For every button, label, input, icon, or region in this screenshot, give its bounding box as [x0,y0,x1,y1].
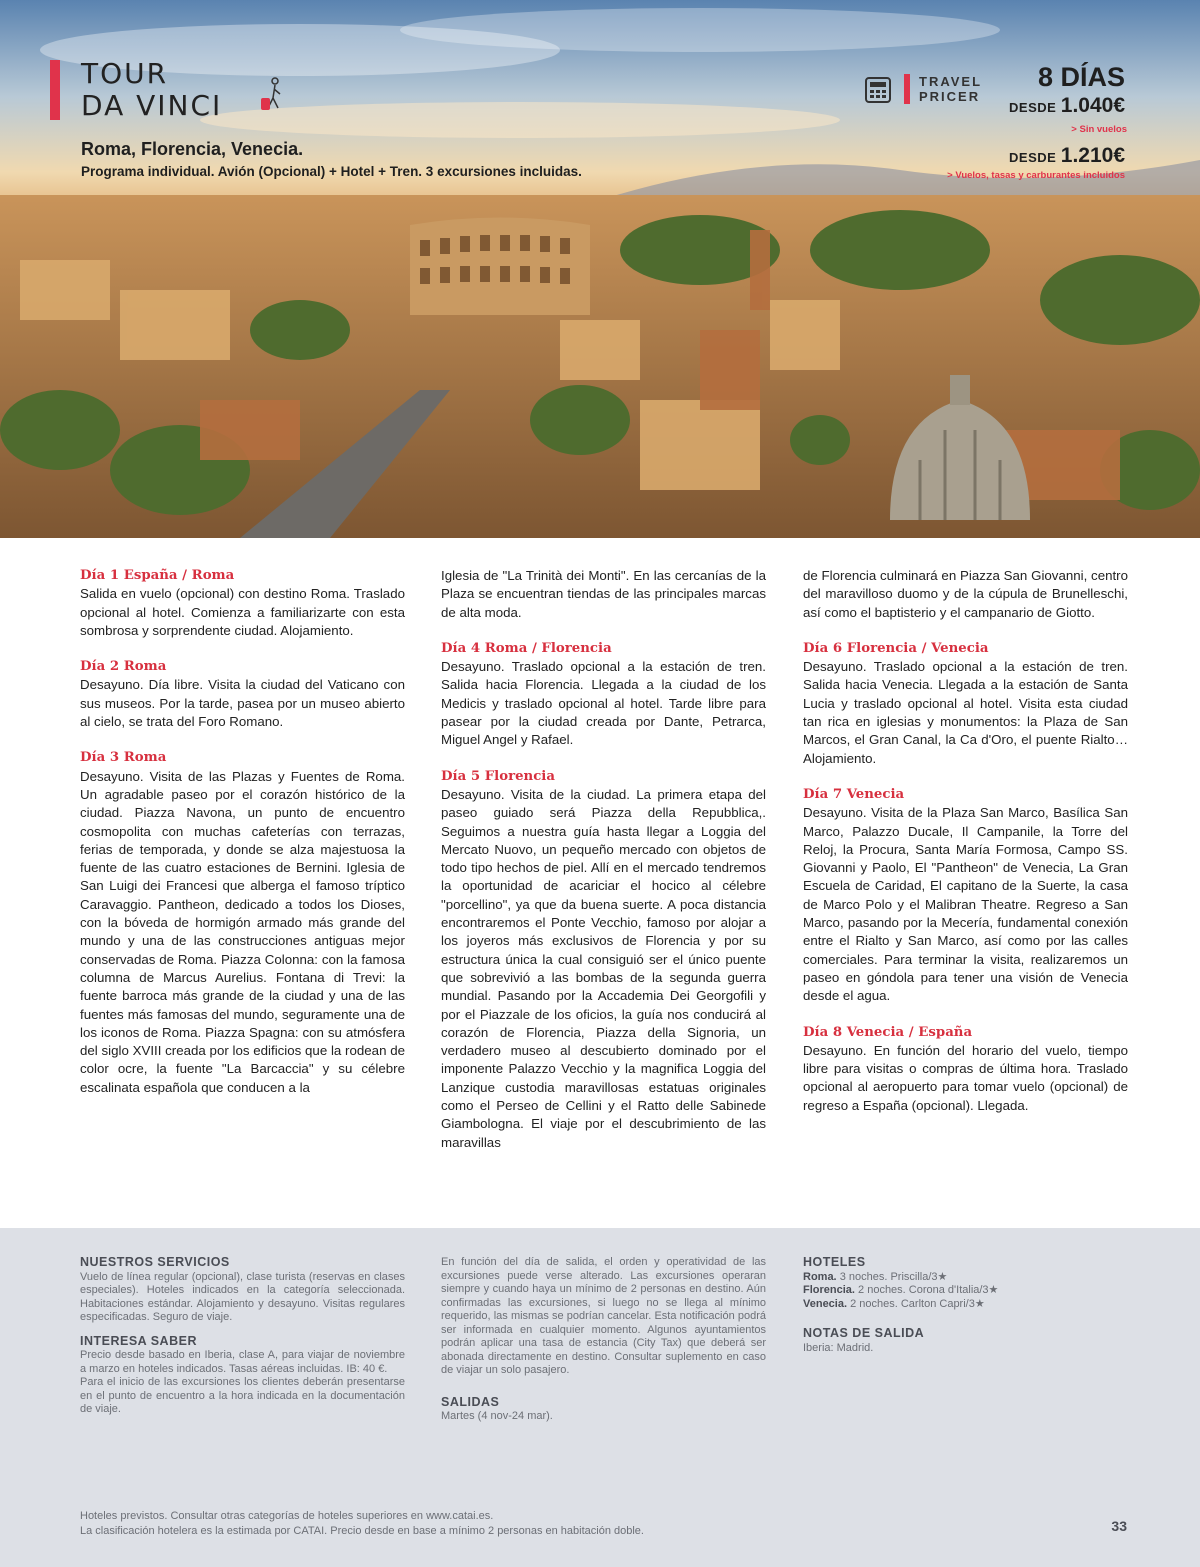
day-text: Desayuno. Traslado opcional a la estación de tren. Salida hacia Florencia. Llegada a la ciudad de los Medicis y traslado opcional al hotel. Tarde libre para pasear por la ciudad creada por Dante, Petrarca, Miguel Angel y Rafael. [441,659,766,748]
hotel-item [803,1271,1128,1285]
day-text: de Florencia culminará en Piazza San Giovanni, centro del maravilloso duomo y de la cúpula de Brunelleschi, así como el baptisterio y el campanario de Giotto. [803,568,1128,620]
day-text: Desayuno. Día libre. Visita la ciudad del Vaticano con sus museos. Por la tarde, pasea por un museo abierto al cielo, se trata del Foro Romano. [80,677,405,730]
day-text: Salida en vuelo (opcional) con destino Roma. Traslado opcional al hotel. Comienza a familiarizarte con esta sombrosa y sorprendente ciudad. Alojamiento. [80,586,405,638]
price2-note: > Vuelos, tasas y carburantes incluidos [947,170,1125,181]
day-text: Desayuno. Visita de la Plaza San Marco, Basílica San Marco, Palazzo Ducale, Il Campanile, la Torre del Reloj, la Procura, Santa María Formosa, Campo SS. Giovanni y Paolo, El "Pantheon" de Venecia, La Gran Escuela de Caridad, El capitano de la Suerte, la casa de Marco Polo y el Malibran Theatre. Regreso a San Marco, pasando por la Mecería, fundamental conexión entre el Rialto y San Marco, así como por las calles comerciales. Para terminar la visita, realizaremos un paseo en góndola para tener una visión de Venecia desde el agua. [803,805,1128,1004]
departure-notes-heading: NOTAS DE SALIDA [803,1326,925,1340]
tour-duration: 8 DÍAS [1037,62,1125,92]
departures-text: Martes (4 nov-24 mar). [441,1410,553,1422]
tour-title [81,58,222,122]
hotels-heading: HOTELES [803,1255,866,1269]
travel-pricer-label [919,74,982,104]
day-title: Día 4 Roma / Florencia [441,640,612,656]
info-column-3 [803,1256,1128,1355]
travel-pricer-line1: TRAVEL [919,74,983,89]
itinerary-column-1 [80,567,405,1115]
itinerary-day-4 [441,640,766,750]
price-without-flights [1009,94,1125,118]
departure-notes-text: Iberia: Madrid. [803,1341,874,1354]
hero-image [0,0,1200,538]
hotel-city: Florencia. [803,1284,855,1296]
itinerary-column-2 [441,567,766,1170]
info-column-1 [80,1256,405,1417]
hotel-city: Venecia. [803,1297,848,1310]
day-title: Día 6 Florencia / Venecia [803,640,989,656]
hotel-item [803,1298,1128,1312]
good-to-know-text-2: Para el inicio de las excursiones los clientes deberán presentarse en el punto de encuentro a la hora indicada en la documentación de viaje. [80,1376,405,1415]
price2-prefix: DESDE [1009,150,1057,165]
good-to-know-heading: INTERESA SABER [80,1333,197,1348]
itinerary-day-7 [803,786,1128,1006]
title-accent-bar [50,60,60,120]
day-text: Desayuno. Visita de la ciudad. La primera etapa del paseo guiado será Piazza della Repubblica,. Seguimos a nuestra guía hasta llegar a Loggia del Mercato Nuovo, un pequeño mercado con objetos de todo tipo hechos de piel. Allí en el mercado tendremos la oportunidad de acariciar el hocico al célebre "porcellino", ya que da buena suerte. A poca distancia encontraremos el Ponte Vecchio, famoso por alojar a los joyeros más exclusivos de Florencia y por su estructura única la cual consiguió ser el único puente que sobrevivió a las bombas de la segunda guerra mundial. Pasando por la Accademia Dei Georgofili y por el Piazzale de los oficios, la guía nos conducirá al corazón de Florencia, Piazza della Signoria, un verdadero museo al descubierto dominado por el imponente Palazzo Vecchio y la magnifica Loggia del Lanzique custodia maravillosas estatuas originales como el Perseo de Cellini y el Ratto delle Sabinede Giambologna. El viaje por el descubrimiento de las maravillas [441,786,766,1150]
price1-note: > Sin vuelos [1071,124,1127,135]
departures-heading: SALIDAS [441,1394,500,1409]
tour-title-line2: DA VINCI [81,89,223,122]
itinerary-day-3-continued [441,567,766,622]
footer-notes [80,1509,980,1539]
excursions-text: En función del día de salida, el orden y operatividad de las excursiones puede verse alterado. Las excursiones operaran siempre y cuando haya un mínimo de 2 personas en destino. Aún confirmadas las excursiones, si luego no se llega al mínimo requerido, las mismas se podrían cancelar. Esta notificación podrá ser informada en cualquier momento. Algunos ayuntamientos podrán aplicar una tasa de estancia (City Tax) que deberá ser abonada directamente en destino. Consultar suplemento en caso de viajar un solo pasajero. [441,1256,766,1376]
services-heading: NUESTROS SERVICIOS [80,1255,230,1269]
hotel-city: Roma. [803,1270,837,1283]
page-number: 33 [1111,1518,1127,1534]
itinerary-day-2 [80,658,405,731]
services-text: Vuelo de línea regular (opcional), clase turista (reservas en clases especiales). Hoteles indicados en la categoría seleccionada. Habitaciones estándar. Alojamiento y desayuno. Visitas regulares especificadas. Seguro de viaje. [80,1270,405,1323]
itinerary-day-5-continued [803,567,1128,622]
price-with-flights [1009,144,1125,168]
day-text: Desayuno. Visita de las Plazas y Fuentes de Roma. Un agradable paseo por el corazón histórico de la ciudad. Piazza Navona, un punto de encuentro cosmopolita con muchas cafeterías con terrazas, ferias de temporada, y donde se alza majestuosa la fuente de las cuatro estaciones de Bernini. Iglesia de San Luigi dei Francesi que alberga el famoso tríptico Caravaggio. Pantheon, dedicado a todos los Dioses, con la bóveda de hormigón armado más grande del mundo y una de las construcciones antiguas mejor conservadas de Roma. Piazza Colonna: con la famosa columna de Marcus Aurelius. Fontana di Trevi: la fuente barroca más grande de la ciudad y una de las fuentes más famosas del mundo, seguramente una de los iconos de Roma. Piazza Spagna: con su atmósfera del siglo XVIII creada por los edificios que la rodean de color ocre, la fuente "La Barcaccia" y su célebre escalinata española que conducen a la [80,768,405,1095]
day-title: Día 5 Florencia [441,768,555,784]
tour-subtitle: Programa individual. Avión (Opcional) + Hotel + Tren. 3 excursiones incluidas. [81,164,582,179]
day-text: Iglesia de "La Trinità dei Monti". En las cercanías de la Plaza se encuentran tiendas de las principales marcas de alta moda. [441,568,766,620]
walking-traveler-icon [258,76,288,116]
info-column-2 [441,1256,766,1424]
travel-pricer-accent-bar [904,74,910,104]
hotel-detail: 2 noches. Corona d'Italia/3★ [858,1284,999,1296]
price1-amount: 1.040€ [1060,94,1125,117]
good-to-know-text-1: Precio desde basado en Iberia, clase A, para viajar de noviembre a marzo en hoteles indicados. Tasas aéreas incluidas. IB: 40 €. [80,1349,405,1375]
day-title: Día 8 Venecia / España [803,1024,973,1040]
itinerary-day-1 [80,567,405,640]
day-text: Desayuno. Traslado opcional a la estación de tren. Salida hacia Venecia. Llegada a la estación de Santa Lucia y traslado opcional al hotel. Visita esta ciudad tan rica en iglesias y monumentos: la Plaza de San Marcos, el Gran Canal, la Ca d'Oro, el puente Rialto… Alojamiento. [803,659,1128,766]
day-title: Día 7 Venecia [803,786,905,802]
itinerary-day-6 [803,640,1128,768]
hotel-item [803,1284,1128,1298]
tour-title-line1: TOUR [81,57,169,90]
itinerary-day-5 [441,768,766,1152]
day-title: Día 1 España / Roma [80,568,235,583]
price1-prefix: DESDE [1009,100,1057,115]
itinerary-day-8 [803,1024,1128,1115]
price2-amount: 1.210€ [1060,144,1125,167]
itinerary-column-3 [803,567,1128,1133]
calculator-icon [864,76,892,104]
travel-pricer-line2: PRICER [919,89,981,104]
tour-cities: Roma, Florencia, Venecia. [81,139,304,159]
itinerary-day-3 [80,749,405,1097]
footer-line-2: La clasificación hotelera es la estimada por CATAI. Precio desde en base a mínimo 2 personas en habitación doble. [80,1525,644,1537]
hotel-detail: 2 noches. Carlton Capri/3★ [850,1297,985,1310]
day-title: Día 3 Roma [80,750,167,766]
day-text: Desayuno. En función del horario del vuelo, tiempo libre para visitas o compras de última hora. Traslado opcional al aeropuerto para tomar vuelo (opcional) de regreso a España (opcional). Llegada. [803,1042,1128,1113]
day-title: Día 2 Roma [80,659,167,675]
footer-line-1: Hoteles previstos. Consultar otras categorías de hoteles superiores en www.catai.es. [80,1510,494,1522]
hotel-detail: 3 noches. Priscilla/3★ [839,1270,948,1283]
